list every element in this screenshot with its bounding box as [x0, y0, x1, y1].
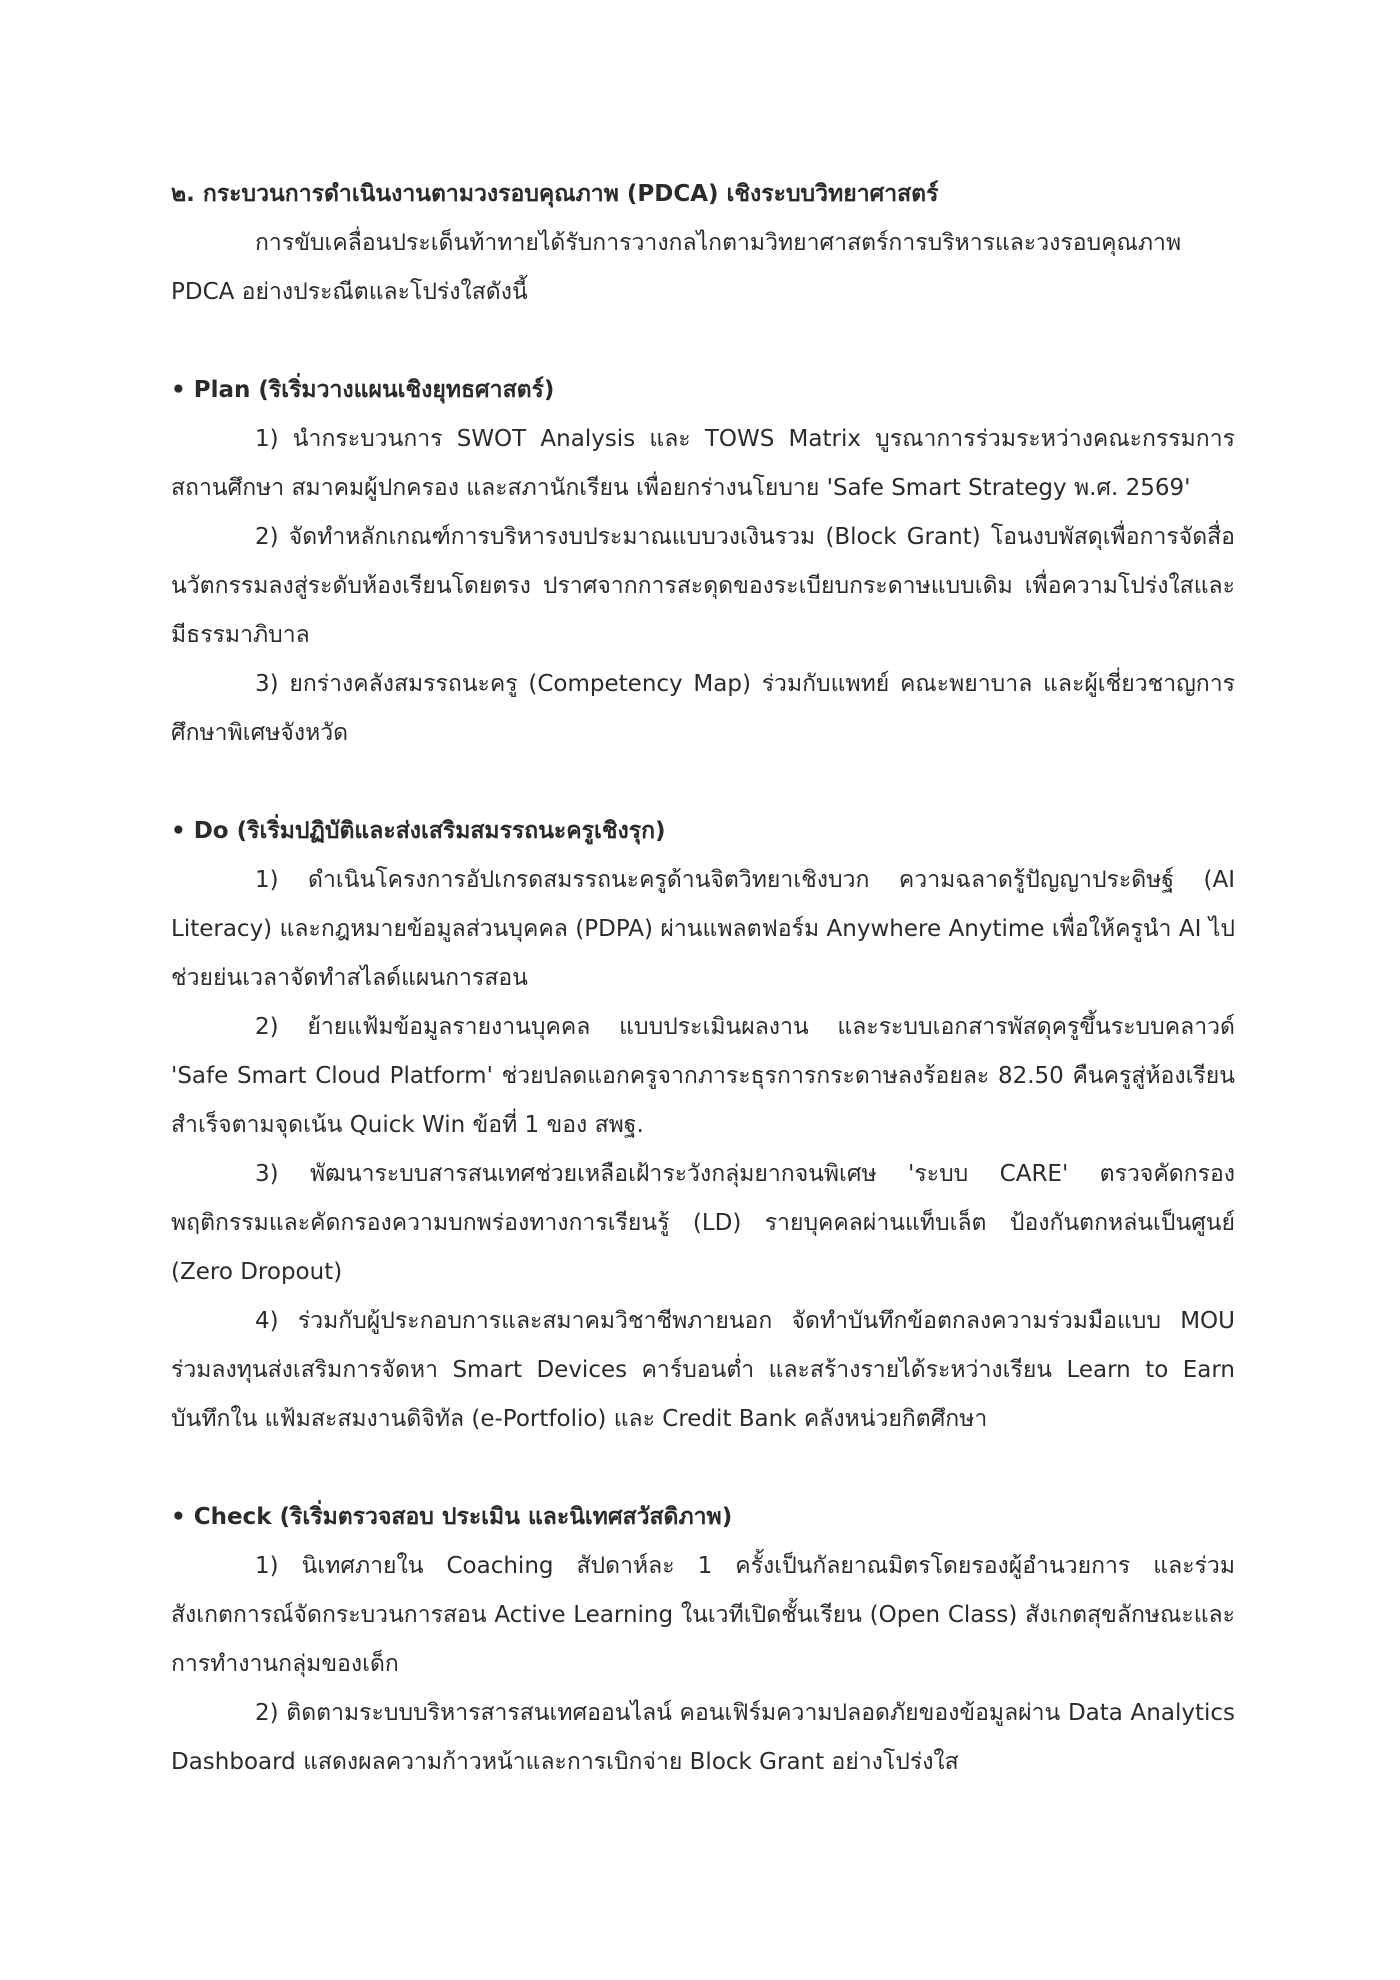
plan-item: 1) นำกระบวนการ SWOT Analysis และ TOWS Matrix บูรณาการร่วมระหว่างคณะกรรมการสถานศึกษา สมาคมผู้ปกครอง และสภานักเรียน เพื่อยกร่างนโยบาย 'Safe Smart Strategy พ.ศ. 2569' — [171, 426, 1235, 501]
plan-item: 2) จัดทำหลักเกณฑ์การบริหารงบประมาณแบบวงเงินรวม (Block Grant) โอนงบพัสดุเพื่อการจัดสื่อนวัตกรรมลงสู่ระดับห้องเรียนโดยตรง ปราศจากการสะดุดของระเบียบกระดาษแบบเดิม เพื่อความโปร่งใสและมีธรรมาภิบาล — [171, 524, 1235, 648]
plan-heading: • Plan (ริเริ่มวางแผนเชิงยุทธศาสตร์) — [171, 377, 555, 403]
do-heading: • Do (ริเริ่มปฏิบัติและส่งเสริมสมรรถนะครูเชิงรุก) — [171, 818, 666, 844]
section-spacer — [171, 758, 1235, 807]
do-item: 1) ดำเนินโครงการอัปเกรดสมรรถนะครูด้านจิตวิทยาเชิงบวก ความฉลาดรู้ปัญญาประดิษฐ์ (AI Literacy) และกฎหมายข้อมูลส่วนบุคคล (PDPA) ผ่านแพลตฟอร์ม Anywhere Anytime เพื่อให้ครูนำ AI ไปช่วยย่นเวลาจัดทำสไลด์แผนการสอน — [171, 867, 1235, 991]
do-item: 3) พัฒนาระบบสารสนเทศช่วยเหลือเฝ้าระวังกลุ่มยากจนพิเศษ 'ระบบ CARE' ตรวจคัดกรองพฤติกรรมและคัดกรองความบกพร่องทางการเรียนรู้ (LD) รายบุคคลผ่านแท็บเล็ต ป้องกันตกหล่นเป็นศูนย์ (Zero Dropout) — [171, 1161, 1235, 1285]
plan-item: 3) ยกร่างคลังสมรรถนะครู (Competency Map) ร่วมกับแพทย์ คณะพยาบาล และผู้เชี่ยวชาญการศึกษาพิเศษจังหวัด — [171, 671, 1235, 746]
section-heading: ๒. กระบวนการดำเนินงานตามวงรอบคุณภาพ (PDCA) เชิงระบบวิทยาศาสตร์ — [171, 181, 939, 207]
do-item: 4) ร่วมกับผู้ประกอบการและสมาคมวิชาชีพภายนอก จัดทำบันทึกข้อตกลงความร่วมมือแบบ MOU ร่วมลงทุนส่งเสริมการจัดหา Smart Devices คาร์บอนต่ำ และสร้างรายได้ระหว่างเรียน Learn to Earn บันทึกใน แฟ้มสะสมงานดิจิทัล (e-Portfolio) และ Credit Bank คลังหน่วยกิตศึกษา — [171, 1308, 1235, 1432]
section-spacer — [171, 1444, 1235, 1493]
intro-paragraph: การขับเคลื่อนประเด็นท้าทายได้รับการวางกลไกตามวิทยาศาสตร์การบริหารและวงรอบคุณภาพ PDCA อย่างประณีตและโปร่งใสดังนี้ — [171, 230, 1182, 305]
do-item: 2) ย้ายแฟ้มข้อมูลรายงานบุคคล แบบประเมินผลงาน และระบบเอกสารพัสดุครูขึ้นระบบคลาวด์ 'Safe Smart Cloud Platform' ช่วยปลดแอกครูจากภาระธุรการกระดาษลงร้อยละ 82.50 คืนครูสู่ห้องเรียนสำเร็จตามจุดเน้น Quick Win ข้อที่ 1 ของ สพฐ. — [171, 1014, 1235, 1138]
check-heading: • Check (ริเริ่มตรวจสอบ ประเมิน และนิเทศสวัสดิภาพ) — [171, 1504, 733, 1530]
section-spacer — [171, 317, 1235, 366]
check-item: 2) ติดตามระบบบริหารสารสนเทศออนไลน์ คอนเฟิร์มความปลอดภัยของข้อมูลผ่าน Data Analytics Dashboard แสดงผลความก้าวหน้าและการเบิกจ่าย Block Grant อย่างโปร่งใส — [171, 1700, 1235, 1775]
document-page — [171, 170, 1235, 1787]
check-item: 1) นิเทศภายใน Coaching สัปดาห์ละ 1 ครั้งเป็นกัลยาณมิตรโดยรองผู้อำนวยการ และร่วมสังเกตการณ์จัดกระบวนการสอน Active Learning ในเวทีเปิดชั้นเรียน (Open Class) สังเกตสุขลักษณะและการทำงานกลุ่มของเด็ก — [171, 1553, 1235, 1677]
